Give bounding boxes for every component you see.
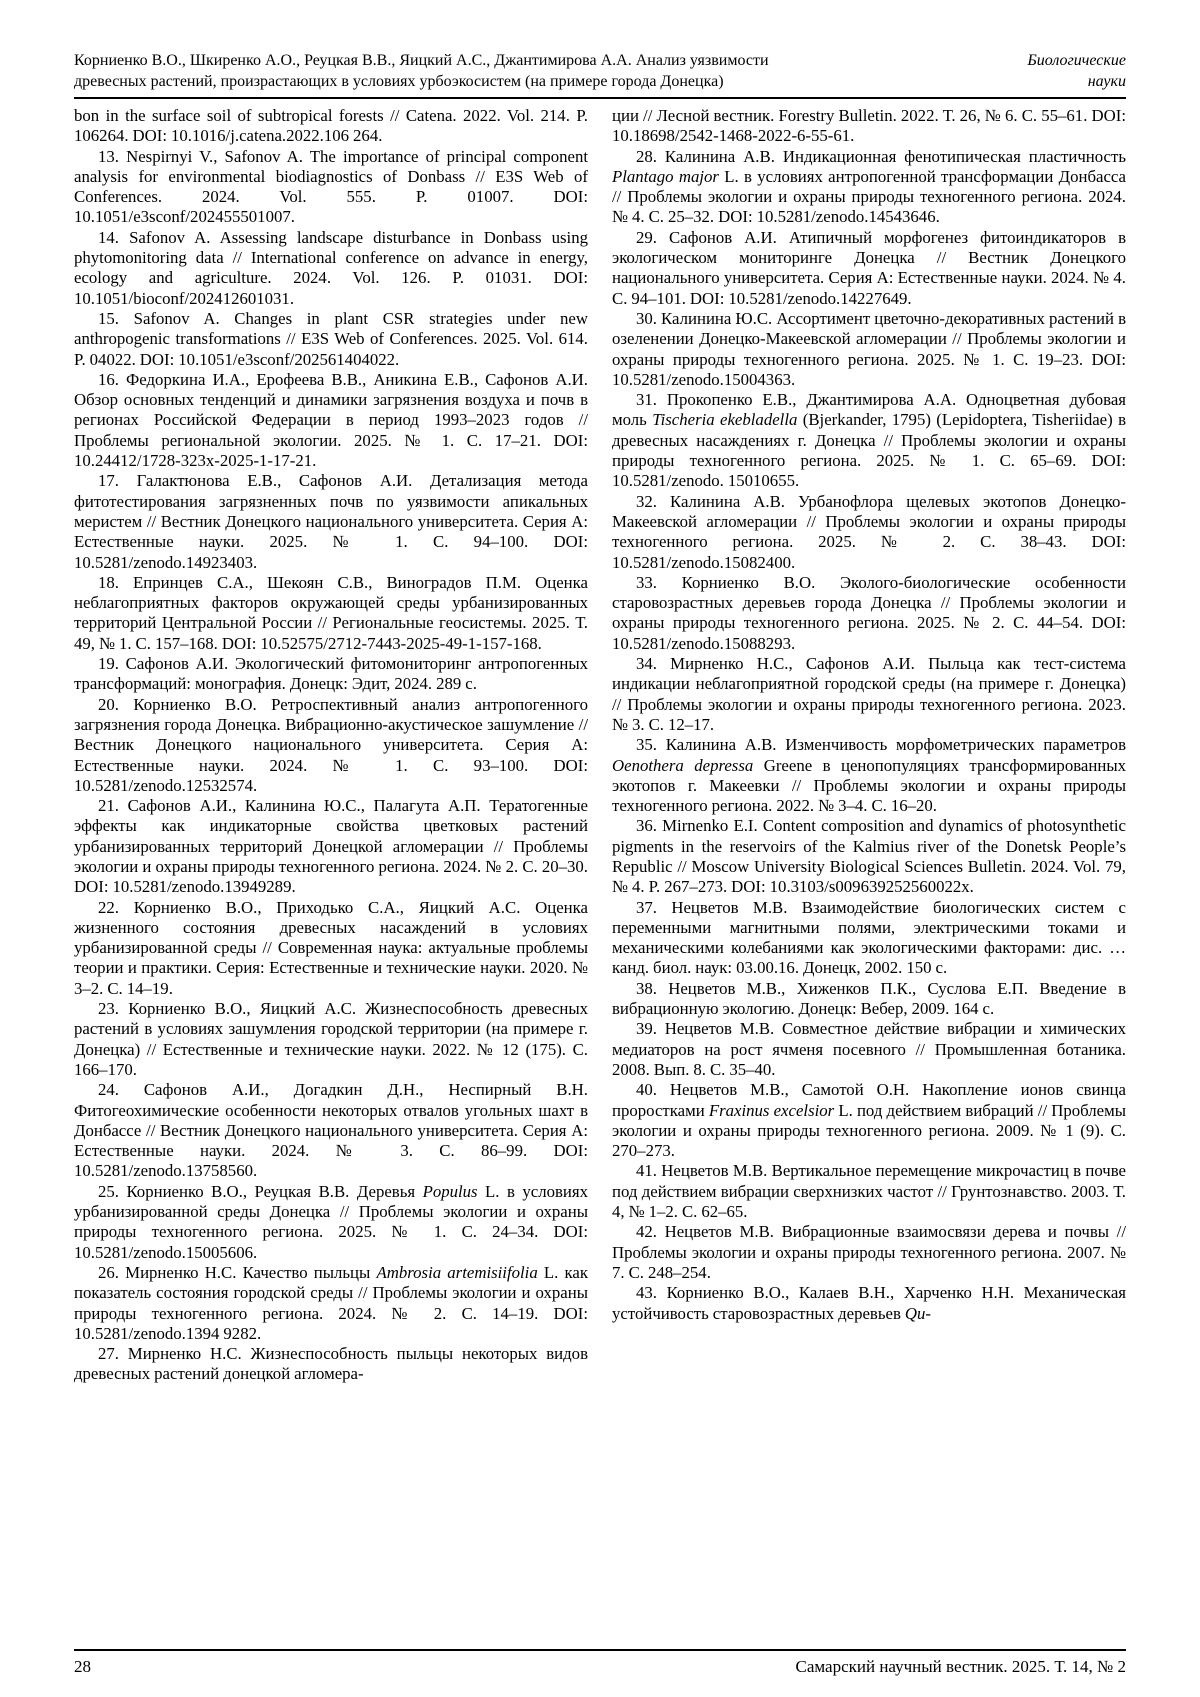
page-footer [74,1649,1126,1677]
reference-paragraph [74,309,588,370]
reference-text: 28. Калинина А.В. Индикационная фенотипическая пластичность [636,146,1126,166]
reference-paragraph [612,979,1126,1020]
reference-text: 43. Корниенко В.О., Калаев В.Н., Харченко Н.Н. Механическая устойчивость старовозрастных деревьев [612,1283,1126,1323]
taxon-name: Ambrosia artemisiifolia [376,1262,538,1282]
reference-paragraph [612,1222,1126,1283]
reference-paragraph [74,573,588,654]
reference-paragraph [612,1161,1126,1222]
reference-text: 31. Прокопенко Е.В., Джантимирова А.А. Одноцветная дубовая моль [612,390,1126,430]
reference-paragraph [612,816,1126,897]
reference-text: 27. Мирненко Н.С. Жизнеспособность пыльцы некоторых видов древесных растений донецкой агломера- [74,1344,588,1384]
reference-text: L. как показатель состояния городской среды // Проблемы экологии и охраны природы техногенного региона. 2024. № 2. С. 14–19. DOI: 10.5281/zenodo.1394 9282. [74,1262,589,1343]
reference-paragraph [612,390,1126,491]
reference-paragraph [74,654,588,695]
reference-text: 16. Федоркина И.А., Ерофеева В.В., Аникина Е.В., Сафонов А.И. Обзор основных тенденций и динамики загрязнения воздуха и почв в регионах Российской Федерации в период 1993–2023 годов // Проблемы региональной экологии. 2025. № 1. С. 17–21. DOI: 10.24412/1728-323x-2025-1-17-21. [74,369,588,471]
running-title [74,50,769,92]
reference-paragraph [612,1019,1126,1080]
reference-text: 34. Мирненко Н.С., Сафонов А.И. Пыльца как тест-система индикации неблагоприятной городской среды (на примере г. Донецка) // Проблемы экологии и охраны природы техногенного региона. 2023. № 3. С. 12–17. [612,654,1126,734]
reference-paragraph [74,106,588,147]
taxon-name: Qu- [904,1303,931,1323]
reference-text: L. в условиях антропогенной трансформации Донбасса // Проблемы экологии и охраны природы техногенного региона. 2024. № 4. С. 25–32. DOI: 10.5281/zenodo.14543646. [612,166,1126,227]
section-label-line1: Биологические [1027,52,1126,69]
reference-text: L. в условиях урбанизированной среды Донецка // Проблемы экологии и охраны природы техногенного региона. 2025. № 1. С. 24–34. DOI: 10.5281/zenodo.15005606. [74,1181,588,1262]
reference-text: 18. Епринцев С.А., Шекоян С.В., Виноградов П.М. Оценка неблагоприятных факторов окружающей среды урбанизированных территорий Центральной России // Региональные геосистемы. 2025. Т. 49, № 1. С. 157–168. DOI: 10.52575/2712-7443-2025-49-1-157-168. [74,572,588,653]
reference-paragraph [612,654,1126,735]
reference-paragraph [74,471,588,572]
reference-paragraph [612,573,1126,654]
reference-text: 30. Калинина Ю.С. Ассортимент цветочно-декоративных растений в озеленении Донецко-Макеевской агломерации // Проблемы экологии и охраны природы техногенного региона. 2025. № 1. С. 19–23. DOI: 10.5281/zenodo.15004363. [612,308,1126,389]
reference-paragraph [74,370,588,471]
reference-paragraph [612,147,1126,228]
section-label-line2: науки [1087,73,1126,90]
reference-paragraph [612,106,1126,147]
reference-paragraph [74,695,588,796]
taxon-name: Plantago major [612,166,719,186]
reference-text: 14. Safonov A. Assessing landscape disturbance in Donbass using phytomonitoring data // International conference on advance in energy, ecology and agriculture. 2024. Vol. 126. P. 01031. DOI: 10.1051/bioconf/202412601031. [74,227,588,308]
reference-text: 29. Сафонов А.И. Атипичный морфогенез фитоиндикаторов в экологическом мониторинге Донецка // Вестник Донецкого национального университета. Серия А: Естественные науки. 2024. № 4. С. 94–101. DOI: 10.5281/zenodo.14227649. [612,227,1126,308]
left-column [74,106,588,1634]
reference-text: 21. Сафонов А.И., Калинина Ю.С., Палагута А.П. Тератогенные эффекты как индикаторные свойства цветковых растений урбанизированных территорий Донецкой агломерации // Проблемы экологии и охраны природы техногенного региона. 2024. № 2. С. 20–30. DOI: 10.5281/zenodo.13949289. [74,796,588,897]
running-title-line2: древесных растений, произрастающих в условиях урбоэкосистем (на примере города Донецка) [74,73,724,90]
reference-paragraph [612,1283,1126,1324]
reference-text: 26. Мирненко Н.С. Качество пыльцы [98,1262,377,1282]
reference-paragraph [74,1080,588,1181]
reference-text: (Bjerkander, 1795) (Lepidoptera, Tisheriidae) в древесных насаждениях г. Донецка // Проблемы экологии и охраны природы техногенного региона. 2025. № 1. С. 65–69. DOI: 10.5281/zenodo. 15010655. [612,410,1126,491]
reference-text: 23. Корниенко В.О., Яицкий А.С. Жизнеспособность древесных растений в условиях зашумления городской территории (на примере г. Донецка) // Естественные и технические науки. 2022. № 12 (175). С. 166–170. [74,999,588,1079]
reference-text: 42. Нецветов М.В. Вибрационные взаимосвязи дерева и почвы // Проблемы экологии и охраны природы техногенного региона. 2007. № 7. С. 248–254. [612,1222,1126,1282]
reference-text: L. под действием вибраций // Проблемы экологии и охраны природы техногенного региона. 2009. № 1 (9). С. 270–273. [612,1100,1126,1161]
reference-paragraph [74,1182,588,1263]
reference-text: 15. Safonov A. Changes in plant CSR strategies under new anthropogenic transformations // E3S Web of Conferences. 2025. Vol. 614. P. 04022. DOI: 10.1051/e3sconf/202561404022. [74,308,588,369]
reference-paragraph [612,309,1126,390]
reference-paragraph [612,492,1126,573]
reference-text: 37. Нецветов М.В. Взаимодействие биологических систем с переменными магнитными полями, электрическими токами и механическими колебаниями как экологическими факторами: дис. … канд. биол. наук: 03.00.16. Донецк, 2002. 150 с. [612,897,1126,978]
footer-divider [74,1649,1126,1651]
reference-text: 33. Корниенко В.О. Эколого-биологические особенности старовозрастных деревьев города Донецка // Проблемы экологии и охраны природы техногенного региона. 2025. № 2. С. 44–54. DOI: 10.5281/zenodo.15088293. [612,572,1126,653]
reference-paragraph [74,1263,588,1344]
reference-text: 32. Калинина А.В. Урбанофлора щелевых экотопов Донецко-Макеевской агломерации // Проблемы экологии и охраны природы техногенного региона. 2025. № 2. С. 38–43. DOI: 10.5281/zenodo.15082400. [612,491,1126,572]
reference-paragraph [74,999,588,1080]
reference-paragraph [74,898,588,999]
references-body [74,106,1126,1634]
journal-title: Самарский научный вестник. 2025. Т. 14, № 2 [795,1657,1126,1676]
reference-text: 22. Корниенко В.О., Приходько С.А., Яицкий А.С. Оценка жизненного состояния древесных насаждений в условиях урбанизированной среды // Современная наука: актуальные проблемы теории и практики. Серия: Естественные и технические науки. 2020. № 3–2. С. 14–19. [74,897,588,998]
section-label [1003,50,1126,92]
reference-text: 25. Корниенко В.О., Реуцкая В.В. Деревья [98,1181,423,1201]
page-header [74,0,1126,92]
reference-text: 24. Сафонов А.И., Догадкин Д.Н., Неспирный В.Н. Фитогеохимические особенности некоторых отвалов угольных шахт в Донбассе // Вестник Донецкого национального университета. Серия А: Естественные науки. 2024. № 3. С. 86–99. DOI: 10.5281/zenodo.13758560. [74,1080,588,1181]
reference-paragraph [74,796,588,897]
reference-paragraph [612,735,1126,816]
taxon-name: Oenothera depressa [612,755,754,775]
reference-paragraph [612,898,1126,979]
header-divider [74,97,1126,99]
taxon-name: Tischeria ekebladella [652,410,798,430]
reference-text: 20. Корниенко В.О. Ретроспективный анализ антропогенного загрязнения города Донецка. Вибрационно-акустическое зашумление // Вестник Донецкого национального университета. Серия А: Естественные науки. 2024. № 1. С. 93–100. DOI: 10.5281/zenodo.12532574. [74,694,588,795]
taxon-name: Fraxinus excelsior [708,1100,835,1120]
reference-paragraph [612,228,1126,309]
reference-paragraph [612,1080,1126,1161]
reference-paragraph [74,228,588,309]
reference-text: 36. Mirnenko E.I. Content composition and dynamics of photosynthetic pigments in the reservoirs of the Kalmius river of the Donetsk People’s Republic // Moscow University Biological Sciences Bulletin. 2024. Vol. 79, № 4. P. 267–273. DOI: 10.3103/s009639252560022x. [612,816,1126,897]
reference-text: 13. Nespirnyi V., Safonov A. The importance of principal component analysis for environmental biodiagnostics of Donbass // E3S Web of Conferences. 2024. Vol. 555. P. 01007. DOI: 10.1051/e3sconf/202455501007. [74,146,588,227]
page-number: 28 [74,1657,91,1676]
reference-text: Greene в ценопопуляциях трансформированных экотопов г. Макеевки // Проблемы экологии и охраны природы техногенного региона. 2022. № 3–4. С. 16–20. [612,755,1126,816]
reference-text: 17. Галактюнова Е.В., Сафонов А.И. Детализация метода фитотестирования загрязненных почв по уязвимости апикальных меристем // Вестник Донецкого национального университета. Серия А: Естественные науки. 2025. № 1. С. 94–100. DOI: 10.5281/zenodo.14923403. [74,471,588,572]
reference-text: 39. Нецветов М.В. Совместное действие вибрации и химических медиаторов на рост ячменя посевного // Промышленная ботаника. 2008. Вып. 8. С. 35–40. [612,1019,1126,1079]
reference-text: bon in the surface soil of subtropical forests // Catena. 2022. Vol. 214. P. 106264. DOI: 10.1016/j.catena.2022.106 264. [74,106,588,146]
reference-text: 38. Нецветов М.В., Хиженков П.К., Суслова Е.П. Введение в вибрационную экологию. Донецк: Вебер, 2009. 164 с. [612,978,1126,1019]
right-column [612,106,1126,1634]
reference-text: 19. Сафонов А.И. Экологический фитомониторинг антропогенных трансформаций: монография. Донецк: Эдит, 2024. 289 с. [74,654,588,694]
reference-text: 40. Нецветов М.В., Самотой О.Н. Накопление ионов свинца проростками [612,1080,1126,1120]
reference-text: 41. Нецветов М.В. Вертикальное перемещение микрочастиц в почве под действием вибрации сверхнизких частот // Грунтознавство. 2003. Т. 4, № 1–2. С. 62–65. [612,1161,1126,1222]
reference-paragraph [74,147,588,228]
running-title-line1: Корниенко В.О., Шкиренко А.О., Реуцкая В.В., Яицкий А.С., Джантимирова А.А. Анализ уязвимости [74,52,769,69]
taxon-name: Populus [422,1181,478,1201]
reference-paragraph [74,1344,588,1385]
reference-text: ции // Лесной вестник. Forestry Bulletin. 2022. Т. 26, № 6. С. 55–61. DOI: 10.18698/2542-1468-2022-6-55-61. [612,106,1126,146]
reference-text: 35. Калинина А.В. Изменчивость морфометрических параметров [636,735,1126,755]
